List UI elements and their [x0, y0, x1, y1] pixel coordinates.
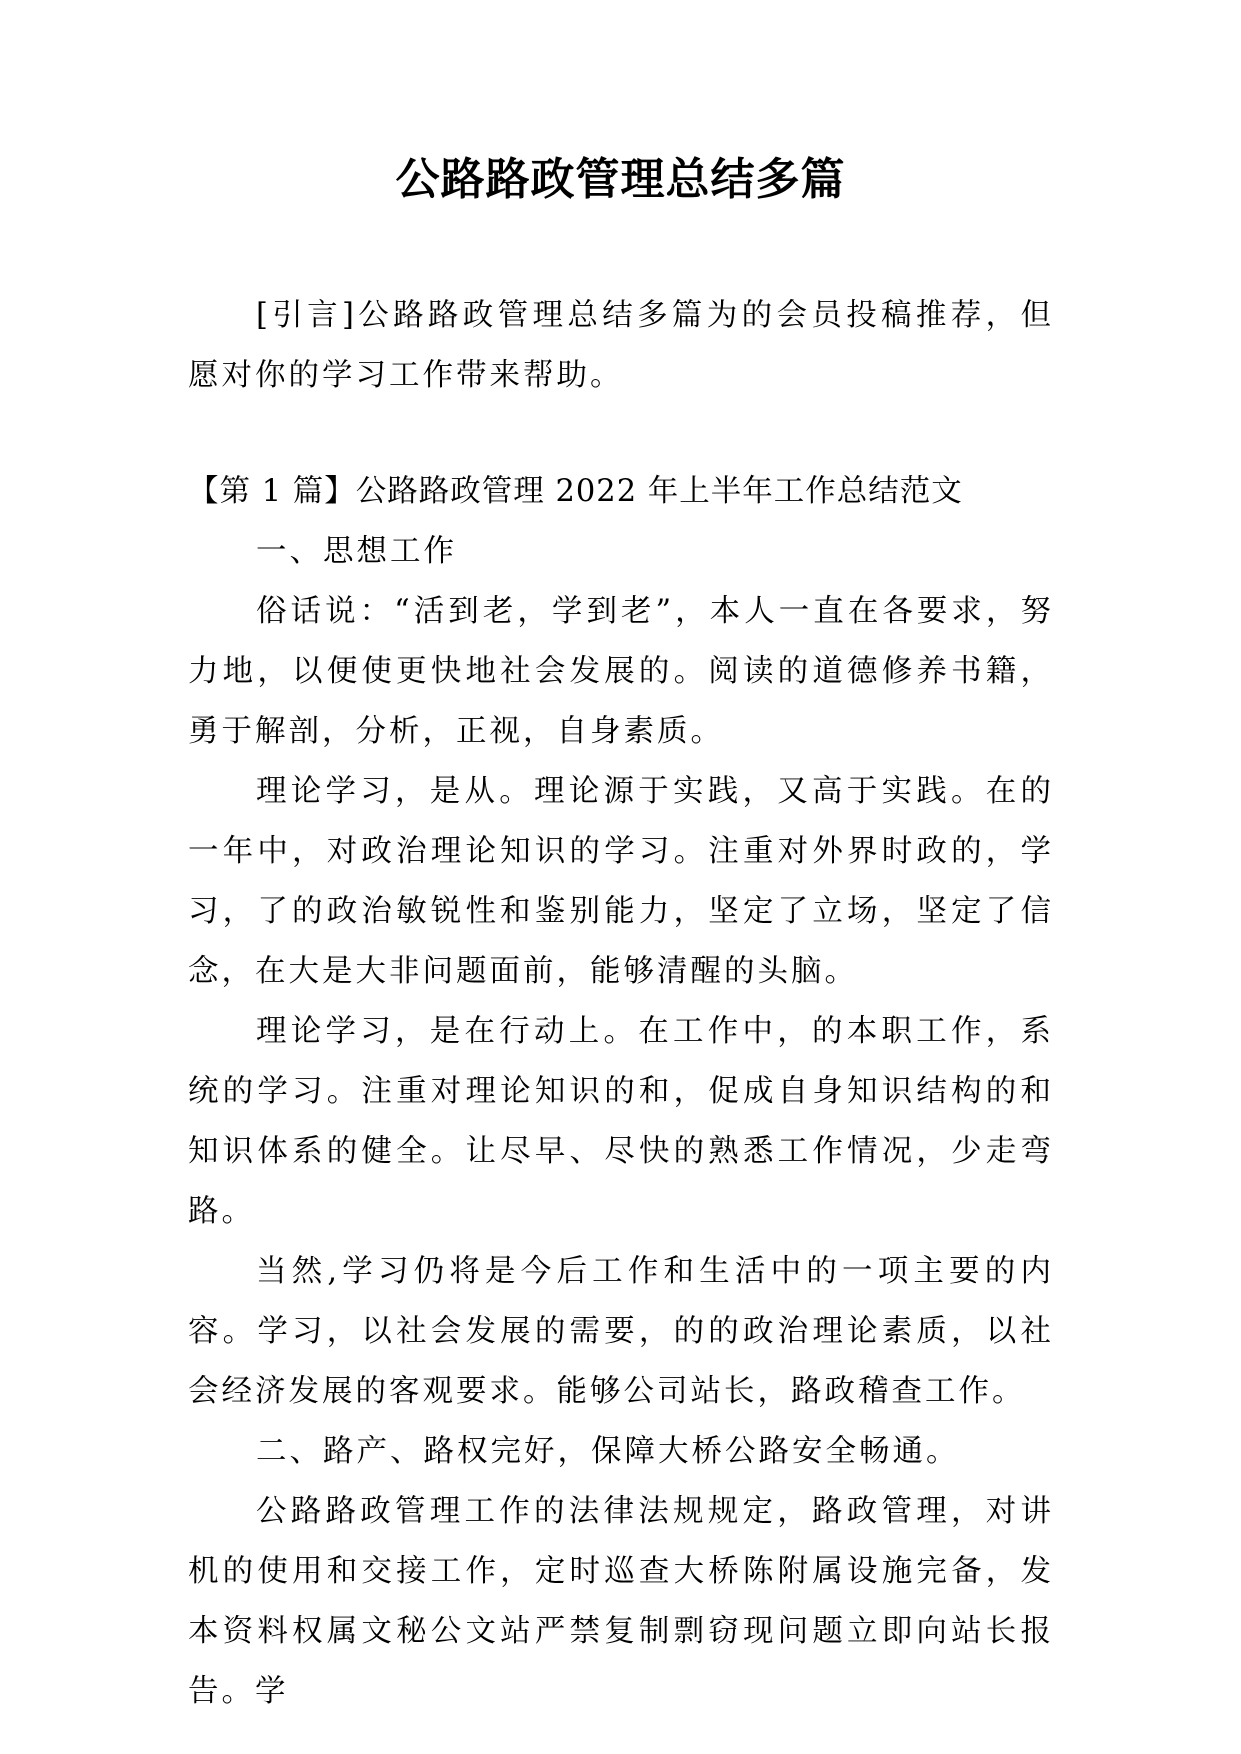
intro-block [188, 286, 1054, 406]
paragraph: 理论学习，是在行动上。在工作中，的本职工作，系统的学习。注重对理论知识的和，促成自身知识结构的和知识体系的健全。让尽早、尽快的熟悉工作情况，少走弯路。 [188, 1014, 1054, 1229]
section-heading-road-rights: 二、路产、路权完好，保障大桥公路安全畅通。 [256, 1434, 960, 1469]
article-body [188, 462, 1054, 1722]
paragraph: 俗话说：“活到老，学到老”，本人一直在各要求，努力地，以便使更快地社会发展的。阅读的道德修养书籍，勇于解剖，分析，正视，自身素质。 [188, 594, 1054, 749]
paragraph: 当然,学习仍将是今后工作和生活中的一项主要的内容。学习，以社会发展的需要，的的政治理论素质，以社会经济发展的客观要求。能够公司站长，路政稽查工作。 [188, 1254, 1054, 1409]
intro-paragraph: [引言]公路路政管理总结多篇为的会员投稿推荐，但愿对你的学习工作带来帮助。 [188, 298, 1054, 393]
document-title: 公路路政管理总结多篇 [395, 154, 846, 205]
paragraph: 理论学习，是从。理论源于实践，又高于实践。在的一年中，对政治理论知识的学习。注重对外界时政的，学习，了的政治敏锐性和鉴别能力，坚定了立场，坚定了信念，在大是大非问题面前，能够清醒的头脑。 [188, 774, 1054, 989]
paragraph: 公路路政管理工作的法律法规规定，路政管理，对讲机的使用和交接工作，定时巡查大桥陈附属设施完备，发本资料权属文秘公文站严禁复制剽窃现问题立即向站长报告。学 [188, 1494, 1054, 1709]
section-heading-thought: 一、思想工作 [256, 534, 457, 569]
article-heading: 【第 1 篇】公路路政管理 2022 年上半年工作总结范文 [188, 474, 963, 509]
